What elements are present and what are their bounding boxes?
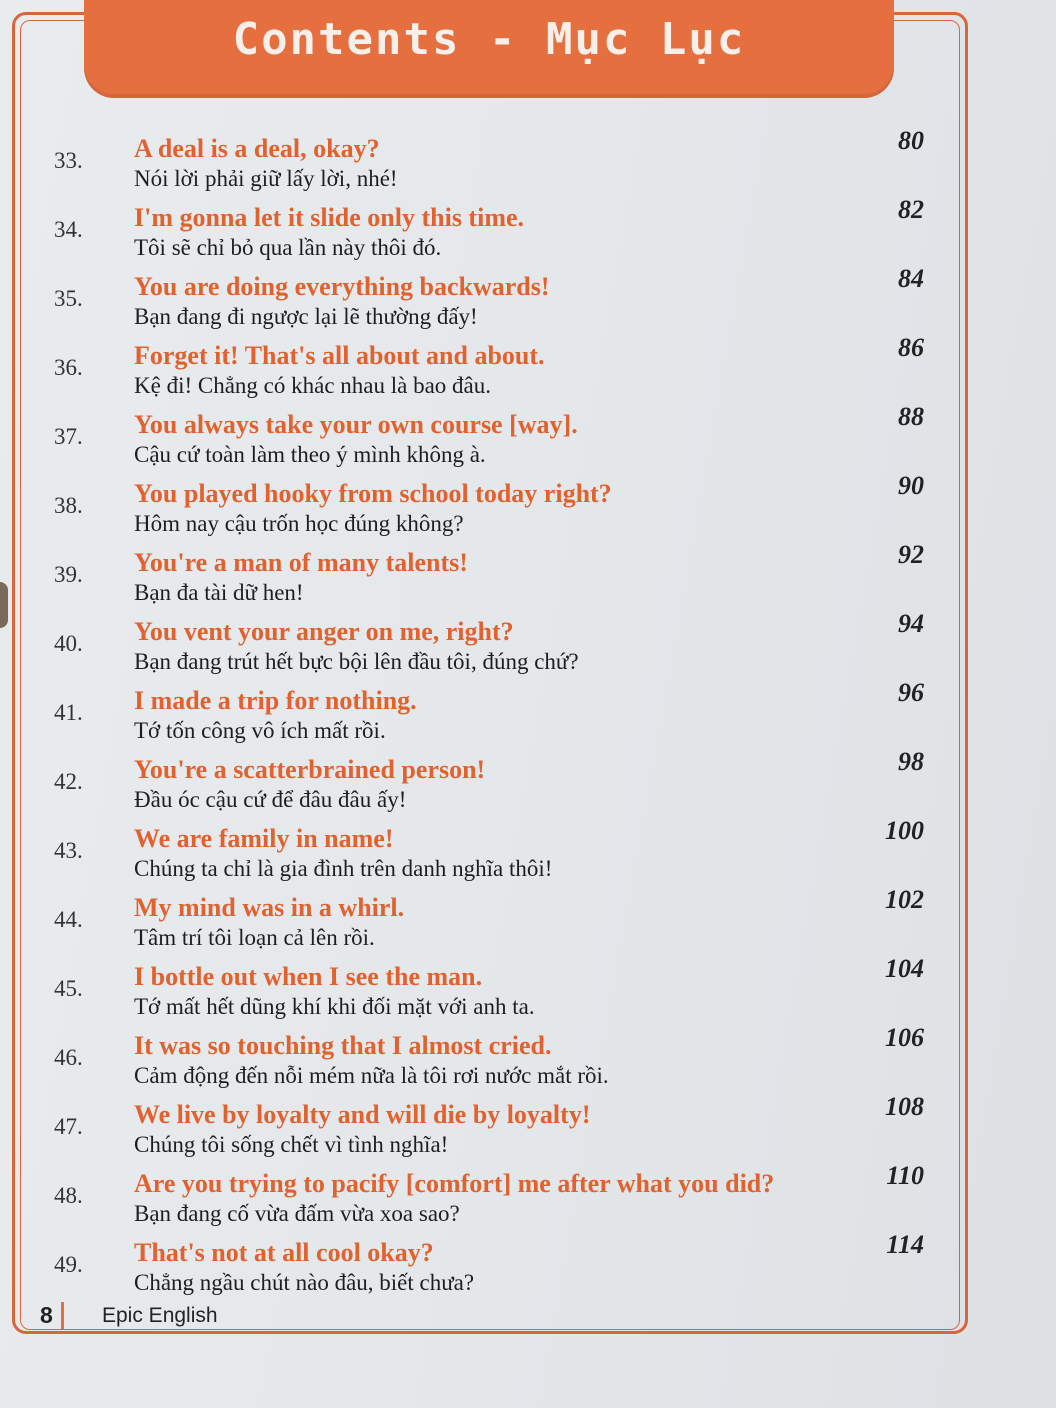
entry-number: 49. <box>54 1252 83 1277</box>
entry-vietnamese-title: Tớ mất hết dũng khí khi đối mặt với anh ta. <box>134 994 535 1019</box>
entry-english-title: You are doing everything backwards! <box>134 272 550 301</box>
entry-english-title: We live by loyalty and will die by loyalty! <box>134 1100 591 1129</box>
toc-entry <box>54 195 924 264</box>
entry-english-title: I'm gonna let it slide only this time. <box>134 203 525 232</box>
entry-number: 37. <box>54 424 83 449</box>
entry-number: 35. <box>54 286 83 311</box>
entry-page-number: 82 <box>898 195 924 224</box>
toc-entry <box>54 264 924 333</box>
entry-english-title: That's not at all cool okay? <box>134 1238 434 1267</box>
entry-page-number: 84 <box>898 264 924 293</box>
entry-vietnamese-title: Chẳng ngầu chút nào đâu, biết chưa? <box>134 1270 475 1295</box>
entry-english-title: Are you trying to pacify [comfort] me after what you did? <box>134 1169 775 1198</box>
entry-english-title: I bottle out when I see the man. <box>134 962 483 991</box>
entry-vietnamese-title: Chúng tôi sống chết vì tình nghĩa! <box>134 1132 449 1157</box>
table-of-contents <box>54 126 924 1299</box>
toc-entry <box>54 678 924 747</box>
toc-entry <box>54 1023 924 1092</box>
entry-vietnamese-title: Chúng ta chỉ là gia đình trên danh nghĩa thôi! <box>134 856 553 881</box>
contents-header <box>84 0 894 98</box>
entry-page-number: 104 <box>885 954 924 983</box>
entry-vietnamese-title: Kệ đi! Chẳng có khác nhau là bao đâu. <box>134 373 492 398</box>
toc-entry <box>54 402 924 471</box>
entry-number: 42. <box>54 769 83 794</box>
entry-page-number: 100 <box>885 816 924 845</box>
entry-english-title: You played hooky from school today right? <box>134 479 612 508</box>
entry-number: 41. <box>54 700 83 725</box>
entry-page-number: 106 <box>885 1023 924 1052</box>
toc-entry <box>54 747 924 816</box>
entry-number: 36. <box>54 355 83 380</box>
entry-number: 44. <box>54 907 83 932</box>
entry-english-title: You're a scatterbrained person! <box>134 755 486 784</box>
entry-number: 45. <box>54 976 83 1001</box>
entry-english-title: You're a man of many talents! <box>134 548 468 577</box>
entry-vietnamese-title: Tâm trí tôi loạn cả lên rồi. <box>134 925 375 950</box>
entry-number: 38. <box>54 493 83 518</box>
entry-english-title: It was so touching that I almost cried. <box>134 1031 552 1060</box>
toc-entry <box>54 1092 924 1161</box>
toc-entry <box>54 471 924 540</box>
entry-english-title: Forget it! That's all about and about. <box>134 341 545 370</box>
entry-vietnamese-title: Bạn đang cố vừa đấm vừa xoa sao? <box>134 1201 460 1226</box>
entry-english-title: I made a trip for nothing. <box>134 686 417 715</box>
entry-number: 47. <box>54 1114 83 1139</box>
page-edge-tab <box>0 582 8 628</box>
entry-page-number: 96 <box>898 678 924 707</box>
entry-page-number: 80 <box>898 126 924 155</box>
toc-entry <box>54 816 924 885</box>
entry-vietnamese-title: Cảm động đến nỗi mém nữa là tôi rơi nước mắt rồi. <box>134 1063 609 1088</box>
entry-english-title: We are family in name! <box>134 824 394 853</box>
entry-vietnamese-title: Bạn đa tài dữ hen! <box>134 580 304 605</box>
entry-vietnamese-title: Hôm nay cậu trốn học đúng không? <box>134 511 464 536</box>
entry-number: 39. <box>54 562 83 587</box>
entry-page-number: 114 <box>886 1230 924 1259</box>
entry-page-number: 92 <box>898 540 924 569</box>
entry-page-number: 88 <box>898 402 924 431</box>
entry-page-number: 110 <box>886 1161 924 1190</box>
page-number: 8 <box>40 1302 64 1329</box>
toc-entry <box>54 954 924 1023</box>
entry-page-number: 108 <box>885 1092 924 1121</box>
entry-number: 33. <box>54 148 83 173</box>
entry-vietnamese-title: Bạn đang trút hết bực bội lên đầu tôi, đúng chứ? <box>134 649 579 674</box>
toc-entry <box>54 126 924 195</box>
toc-entry <box>54 885 924 954</box>
entry-english-title: A deal is a deal, okay? <box>134 134 380 163</box>
toc-entry <box>54 609 924 678</box>
toc-entry <box>54 1161 924 1230</box>
book-title: Epic English <box>102 1304 218 1327</box>
toc-entry <box>54 333 924 402</box>
entry-number: 43. <box>54 838 83 863</box>
entry-page-number: 90 <box>898 471 924 500</box>
entry-number: 34. <box>54 217 83 242</box>
entry-english-title: You always take your own course [way]. <box>134 410 578 439</box>
page-title: Contents - Mục Lục <box>232 14 746 65</box>
page-footer <box>38 1300 598 1334</box>
entry-number: 40. <box>54 631 83 656</box>
entry-vietnamese-title: Cậu cứ toàn làm theo ý mình không à. <box>134 442 486 467</box>
entry-vietnamese-title: Nói lời phải giữ lấy lời, nhé! <box>134 166 398 191</box>
entry-vietnamese-title: Tôi sẽ chỉ bỏ qua lần này thôi đó. <box>134 235 442 260</box>
entry-number: 48. <box>54 1183 83 1208</box>
entry-vietnamese-title: Bạn đang đi ngược lại lẽ thường đấy! <box>134 304 478 329</box>
entry-page-number: 86 <box>898 333 924 362</box>
entry-english-title: My mind was in a whirl. <box>134 893 405 922</box>
entry-number: 46. <box>54 1045 83 1070</box>
entry-english-title: You vent your anger on me, right? <box>134 617 514 646</box>
entry-page-number: 94 <box>898 609 924 638</box>
toc-entry <box>54 540 924 609</box>
entry-vietnamese-title: Tớ tốn công vô ích mất rồi. <box>134 718 386 743</box>
entry-page-number: 102 <box>885 885 924 914</box>
toc-entry <box>54 1230 924 1299</box>
entry-page-number: 98 <box>898 747 924 776</box>
entry-vietnamese-title: Đầu óc cậu cứ để đâu đâu ấy! <box>134 787 407 812</box>
